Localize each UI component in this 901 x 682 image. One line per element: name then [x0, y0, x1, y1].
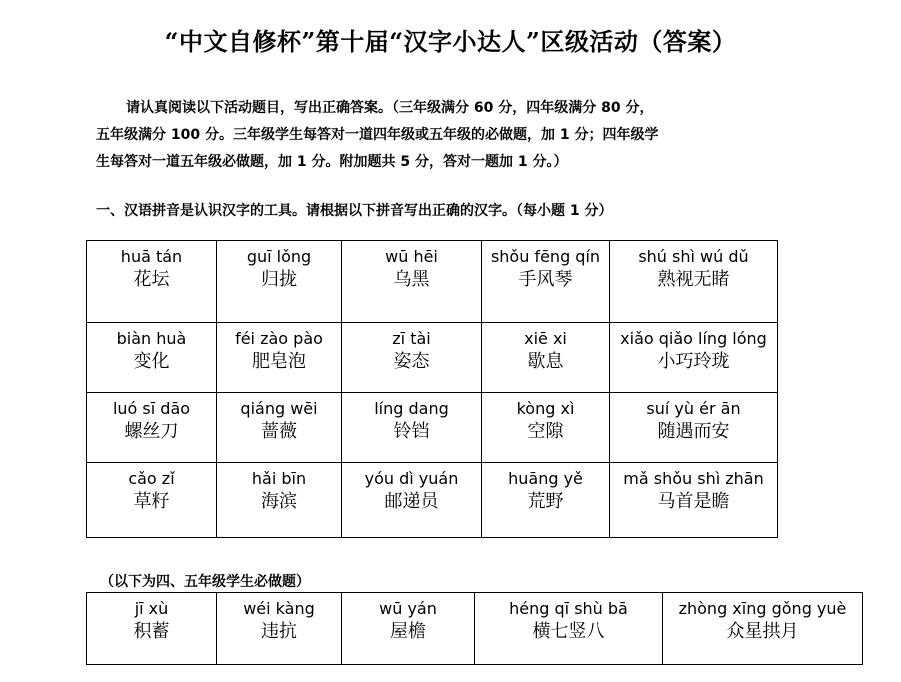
hanzi-answer: 众星拱月 [726, 621, 799, 642]
pinyin-text: wū hēi [385, 247, 438, 266]
answer-cell [217, 393, 342, 463]
answer-cell [663, 593, 863, 665]
answer-cell [610, 323, 778, 393]
hanzi-answer: 荒野 [527, 491, 564, 512]
answer-cell [87, 393, 217, 463]
answer-cell [482, 241, 610, 323]
pinyin-text: wū yán [379, 599, 437, 618]
answer-cell [217, 241, 342, 323]
pinyin-text: shǒu fēng qín [490, 247, 601, 266]
hanzi-answer: 蔷薇 [261, 421, 297, 442]
table-row [87, 593, 863, 665]
pinyin-text: huāng yě [508, 469, 583, 488]
hanzi-answer: 熟视无睹 [657, 269, 730, 290]
hanzi-answer: 随遇而安 [657, 421, 730, 442]
pinyin-text: mǎ shǒu shì zhān [623, 469, 764, 488]
pinyin-text: féi zào pào [235, 329, 323, 348]
answer-cell [217, 323, 342, 393]
answer-cell [342, 393, 482, 463]
answer-cell [87, 323, 217, 393]
answer-cell [342, 463, 482, 538]
hanzi-answer: 横七竖八 [532, 621, 605, 642]
answer-cell [342, 323, 482, 393]
pinyin-text: héng qī shù bā [509, 599, 628, 618]
pinyin-text: yóu dì yuán [364, 469, 459, 488]
answer-cell [610, 241, 778, 323]
hanzi-answer: 积蓄 [133, 621, 170, 642]
hanzi-answer: 屋檐 [390, 621, 426, 642]
hanzi-answer: 肥皂泡 [252, 351, 306, 372]
section-1-heading: 一、汉语拼音是认识汉字的工具。请根据以下拼音写出正确的汉字。（每小题 1 分） [96, 203, 613, 219]
required-questions-table [86, 592, 863, 665]
pinyin-text: líng dang [374, 399, 449, 418]
pinyin-text: wéi kàng [243, 599, 315, 618]
hanzi-answer: 花坛 [133, 269, 170, 290]
instructions-line-3: 生每答对一道五年级必做题，加 1 分。附加题共 5 分，答对一题加 1 分。） [96, 154, 568, 170]
instructions [96, 95, 796, 176]
answer-cell [342, 241, 482, 323]
answer-cell [482, 323, 610, 393]
pinyin-text: zī tài [392, 329, 431, 348]
answer-cell [217, 463, 342, 538]
table-row [87, 393, 778, 463]
pinyin-text: jī xù [134, 599, 169, 618]
answer-cell [87, 463, 217, 538]
pinyin-text: biàn huà [116, 329, 187, 348]
answer-cell [342, 593, 475, 665]
pinyin-text: shú shì wú dǔ [638, 247, 749, 266]
hanzi-answer: 歇息 [527, 351, 564, 372]
answer-cell [610, 393, 778, 463]
pinyin-text: cǎo zǐ [128, 469, 175, 488]
page-title: “中文自修杯”第十届“汉字小达人”区级活动（答案） [164, 27, 737, 56]
hanzi-answer: 手风琴 [518, 269, 573, 290]
pinyin-answer-table [86, 240, 778, 538]
section-2-note: （以下为四、五年级学生必做题） [100, 574, 310, 590]
hanzi-answer: 草籽 [133, 491, 170, 512]
answer-cell [482, 463, 610, 538]
hanzi-answer: 变化 [133, 351, 170, 372]
pinyin-text: kòng xì [516, 399, 575, 418]
hanzi-answer: 小巧玲珑 [657, 351, 730, 372]
pinyin-text: hǎi bīn [251, 469, 307, 488]
instructions-line-1: 请认真阅读以下活动题目，写出正确答案。（三年级满分 60 分，四年级满分 80 分， [126, 100, 654, 116]
table-row [87, 241, 778, 323]
hanzi-answer: 姿态 [393, 351, 430, 372]
pinyin-text: zhòng xīng gǒng yuè [678, 599, 847, 618]
pinyin-text: guī lǒng [246, 247, 312, 266]
answer-cell [475, 593, 663, 665]
answer-cell [482, 393, 610, 463]
pinyin-text: xiǎo qiǎo líng lóng [620, 329, 767, 348]
pinyin-text: luó sī dāo [112, 399, 191, 418]
pinyin-text: huā tán [120, 247, 183, 266]
hanzi-answer: 空隙 [527, 421, 564, 442]
pinyin-text: xiē xi [524, 329, 567, 348]
answer-cell [87, 593, 217, 665]
hanzi-answer: 邮递员 [384, 491, 439, 512]
hanzi-answer: 归拢 [261, 269, 297, 290]
table-row [87, 323, 778, 393]
hanzi-answer: 乌黑 [393, 269, 430, 290]
instructions-line-2: 五年级满分 100 分。三年级学生每答对一道四年级或五年级的必做题，加 1 分；四年级学 [96, 127, 659, 143]
pinyin-text: suí yù ér ān [646, 399, 741, 418]
hanzi-answer: 违抗 [261, 621, 297, 642]
pinyin-text: qiáng wēi [240, 399, 318, 418]
hanzi-answer: 铃铛 [393, 421, 430, 442]
answer-cell [87, 241, 217, 323]
answer-cell [610, 463, 778, 538]
hanzi-answer: 海滨 [261, 491, 297, 512]
answer-cell [217, 593, 342, 665]
hanzi-answer: 螺丝刀 [124, 421, 179, 442]
hanzi-answer: 马首是瞻 [657, 491, 730, 512]
table-row [87, 463, 778, 538]
